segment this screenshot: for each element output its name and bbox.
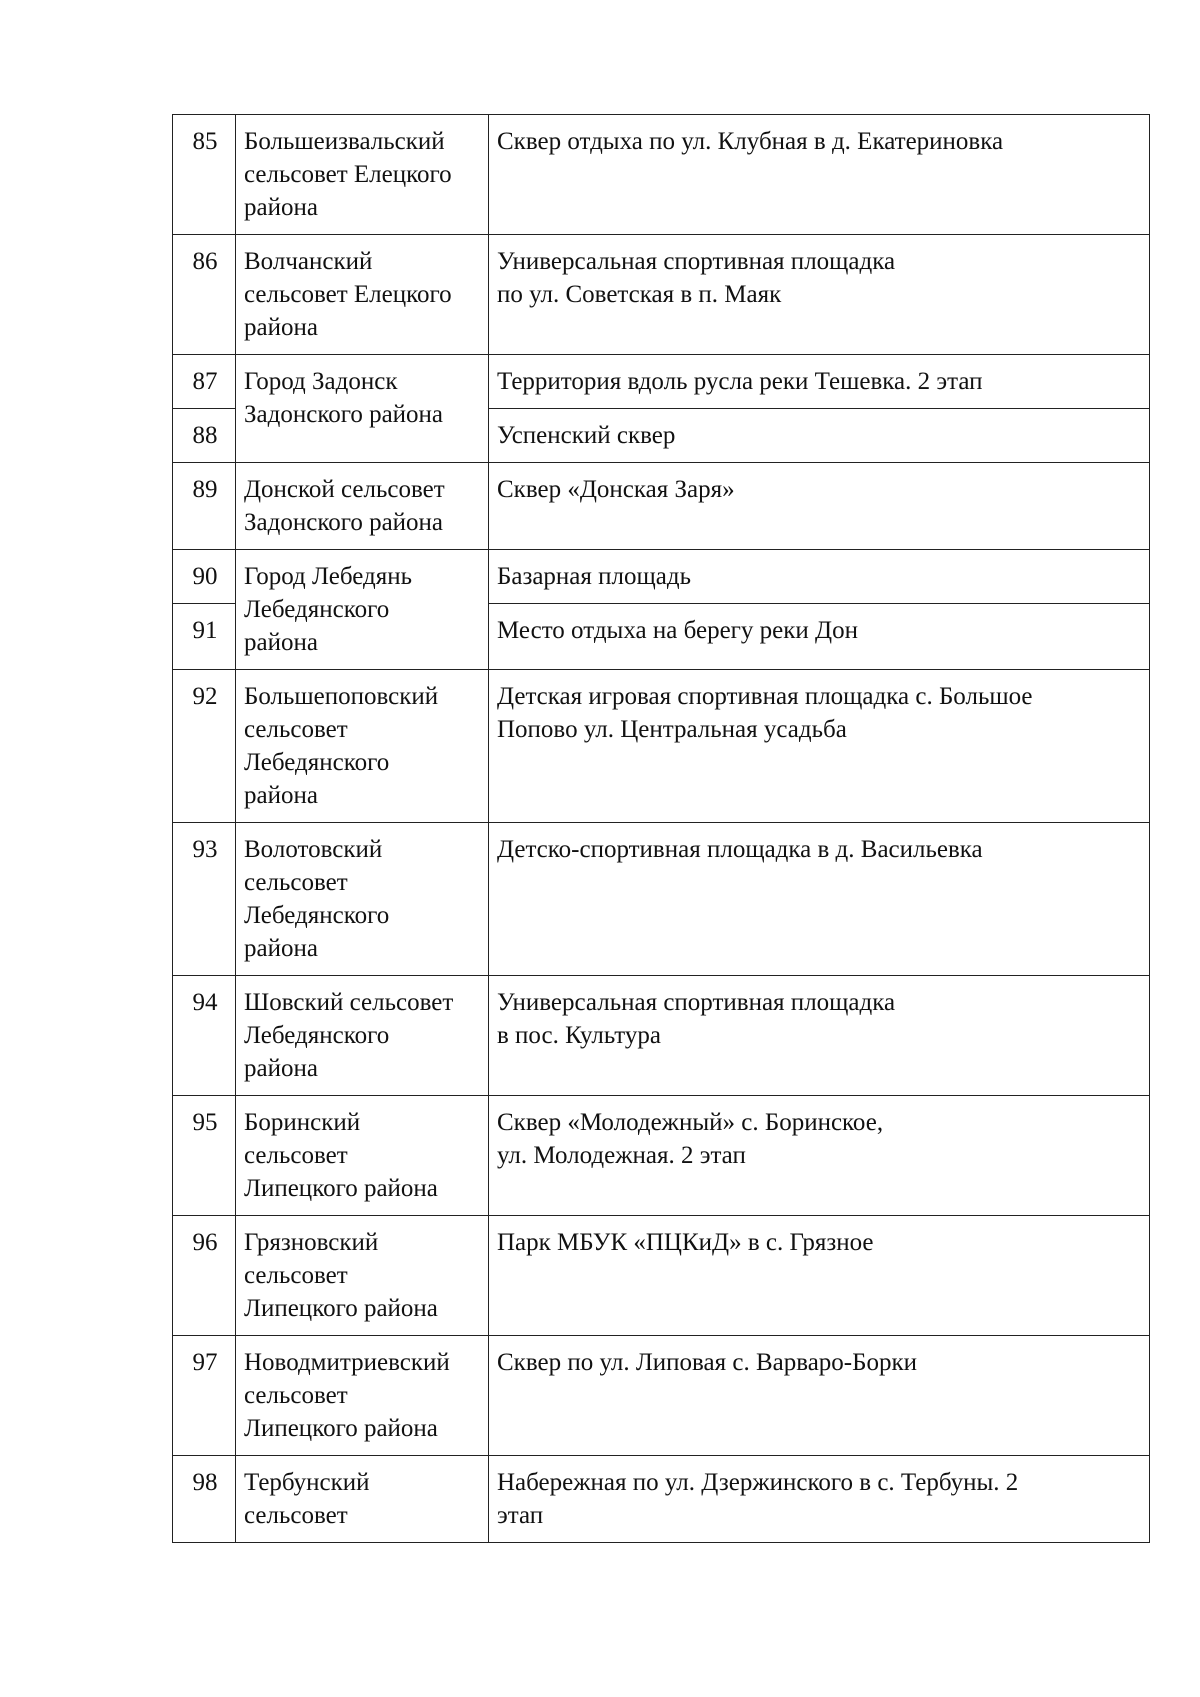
- table-row: [173, 1096, 1150, 1216]
- municipality-cell: Донской сельсовет Задонского района: [236, 463, 489, 550]
- municipality-cell: Грязновский сельсовет Липецкого района: [236, 1216, 489, 1336]
- municipality-cell: Волотовский сельсовет Лебедянского района: [236, 823, 489, 976]
- table-row: [173, 1216, 1150, 1336]
- row-number: 95: [173, 1096, 236, 1216]
- object-cell: Сквер «Молодежный» с. Боринское, ул. Молодежная. 2 этап: [489, 1096, 1150, 1216]
- object-cell: Сквер «Донская Заря»: [489, 463, 1150, 550]
- object-cell: Территория вдоль русла реки Тешевка. 2 этап: [489, 355, 1150, 409]
- object-cell: Набережная по ул. Дзержинского в с. Тербуны. 2 этап: [489, 1456, 1150, 1543]
- municipality-cell: Шовский сельсовет Лебедянского района: [236, 976, 489, 1096]
- object-cell: Универсальная спортивная площадка по ул. Советская в п. Маяк: [489, 235, 1150, 355]
- municipality-cell: Боринский сельсовет Липецкого района: [236, 1096, 489, 1216]
- object-cell: Базарная площадь: [489, 550, 1150, 604]
- row-number: 92: [173, 670, 236, 823]
- row-number: 94: [173, 976, 236, 1096]
- row-number: 87: [173, 355, 236, 409]
- object-cell: Детская игровая спортивная площадка с. Большое Попово ул. Центральная усадьба: [489, 670, 1150, 823]
- object-cell: Успенский сквер: [489, 409, 1150, 463]
- row-number: 86: [173, 235, 236, 355]
- object-cell: Сквер по ул. Липовая с. Варваро-Борки: [489, 1336, 1150, 1456]
- table-row: [173, 670, 1150, 823]
- row-number: 91: [173, 604, 236, 670]
- table-row: [173, 463, 1150, 550]
- table-row: [173, 823, 1150, 976]
- table-row: [173, 235, 1150, 355]
- municipality-cell: Большепоповский сельсовет Лебедянского района: [236, 670, 489, 823]
- municipality-cell: Город Задонск Задонского района: [236, 355, 489, 463]
- table-row: [173, 355, 1150, 409]
- municipality-cell: Тербунский сельсовет: [236, 1456, 489, 1543]
- row-number: 89: [173, 463, 236, 550]
- municipality-cell: Город Лебедянь Лебедянского района: [236, 550, 489, 670]
- object-cell: Место отдыха на берегу реки Дон: [489, 604, 1150, 670]
- table-row: [173, 1456, 1150, 1543]
- table-row: [173, 550, 1150, 604]
- table-row: [173, 115, 1150, 235]
- row-number: 98: [173, 1456, 236, 1543]
- table-row: [173, 1336, 1150, 1456]
- object-cell: Сквер отдыха по ул. Клубная в д. Екатериновка: [489, 115, 1150, 235]
- row-number: 90: [173, 550, 236, 604]
- row-number: 85: [173, 115, 236, 235]
- row-number: 93: [173, 823, 236, 976]
- municipality-cell: Большеизвальский сельсовет Елецкого района: [236, 115, 489, 235]
- row-number: 88: [173, 409, 236, 463]
- object-cell: Детско-спортивная площадка в д. Васильевка: [489, 823, 1150, 976]
- object-cell: Универсальная спортивная площадка в пос. Культура: [489, 976, 1150, 1096]
- row-number: 96: [173, 1216, 236, 1336]
- municipality-cell: Волчанский сельсовет Елецкого района: [236, 235, 489, 355]
- row-number: 97: [173, 1336, 236, 1456]
- improvement-objects-table: [172, 114, 1150, 1543]
- table-row: [173, 976, 1150, 1096]
- object-cell: Парк МБУК «ПЦКиД» в с. Грязное: [489, 1216, 1150, 1336]
- municipality-cell: Новодмитриевский сельсовет Липецкого района: [236, 1336, 489, 1456]
